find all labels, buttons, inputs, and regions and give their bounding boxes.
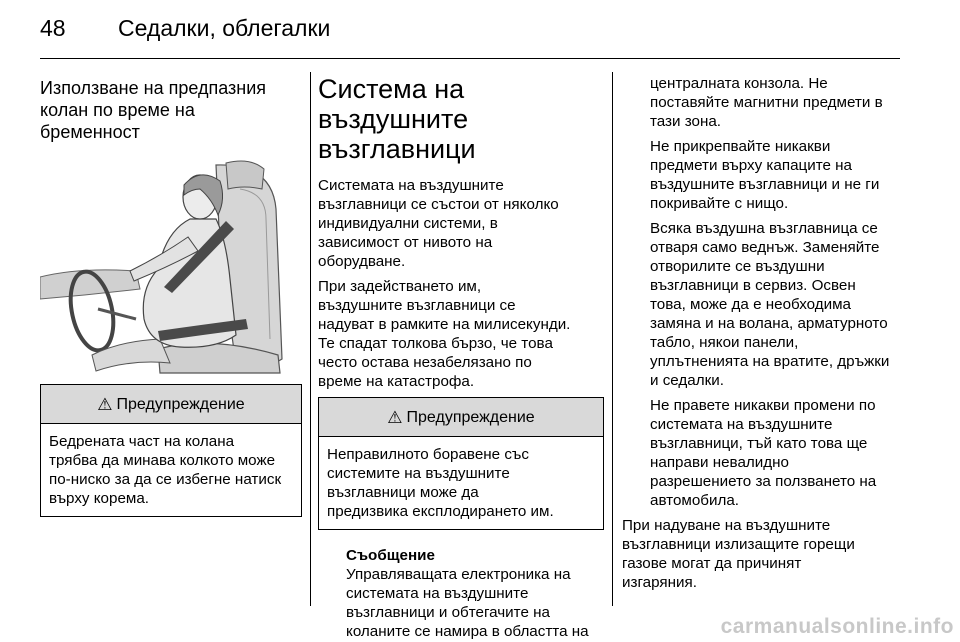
- page-header: [40, 15, 330, 45]
- warning-box-pregnancy: [40, 384, 302, 517]
- column-2: [318, 74, 604, 641]
- watermark: carmanualsonline.info: [720, 615, 954, 638]
- hot-gases-paragraph: При надуване на въздушните възглавници излизащите горещи газове могат да причинят изгаряния.: [622, 517, 855, 591]
- note-covers-paragraph: Не прикрепвайте никакви предмети върху капаците на въздушните възглавници и не ги покривайте с нищо.: [650, 138, 880, 212]
- note-replace-paragraph: Всяка въздушна възглавница се отваря само веднъж. Заменяйте отворилите се въздушни възглавници в сервиз. Освен това, може да е необходима замяна и на волана, арматурното табло, някои панели, уплътненията на вратите, дръжки и седалки.: [650, 220, 890, 389]
- section-heading-pregnancy: Използване на предпазния колан по време на бременност: [40, 78, 267, 142]
- note-continuation: централната конзола. Не поставяйте магнитни предмети в тази зона.: [650, 75, 883, 130]
- warning-text: Бедрената част на колана трябва да минава колкото може по-ниско за да се избегне натиск върху корема.: [49, 433, 282, 507]
- page-number: 48: [40, 15, 66, 41]
- header-rule: [40, 58, 900, 59]
- column-divider-1: [310, 72, 311, 606]
- pregnant-seatbelt-illustration: [40, 159, 302, 374]
- warning-triangle-icon: ⚠: [97, 394, 113, 414]
- airbag-intro-paragraph: Системата на въздушните възглавници се състои от няколко индивидуални системи, в зависимост от нивото на оборудване.: [318, 177, 559, 270]
- warning-title: Предупреждение: [406, 408, 535, 426]
- warning-header: [319, 398, 603, 437]
- warning-header: [41, 385, 301, 424]
- warning-box-airbags: [318, 397, 604, 530]
- airbag-deployment-paragraph: При задействането им, въздушните възглавници се надуват в рамките на милисекунди. Те спадат толкова бързо, че това често остава незабелязано по време на катастрофа.: [318, 278, 571, 390]
- column-divider-2: [612, 72, 613, 606]
- column-1: [40, 74, 302, 517]
- note-title: Съобщение: [346, 547, 435, 564]
- note-block: [346, 546, 604, 641]
- column-3: [622, 74, 912, 598]
- section-heading-airbags: Система на въздушните възглавници: [318, 74, 476, 164]
- chapter-title: Седалки, облегалки: [118, 15, 331, 41]
- note-text: Управляващата електроника на системата на въздушните възглавници и обтегачите на коланите се намира в областта на: [346, 566, 589, 640]
- warning-triangle-icon: ⚠: [387, 407, 403, 427]
- warning-text: Неправилното боравене със системите на въздушните възглавници може да предизвика експлодирането им.: [327, 446, 554, 520]
- warning-title: Предупреждение: [116, 395, 245, 413]
- note-modifications-paragraph: Не правете никакви промени по системата на въздушните възглавници, тъй като това ще направи невалидно разрешението за ползването на автомобила.: [650, 397, 877, 509]
